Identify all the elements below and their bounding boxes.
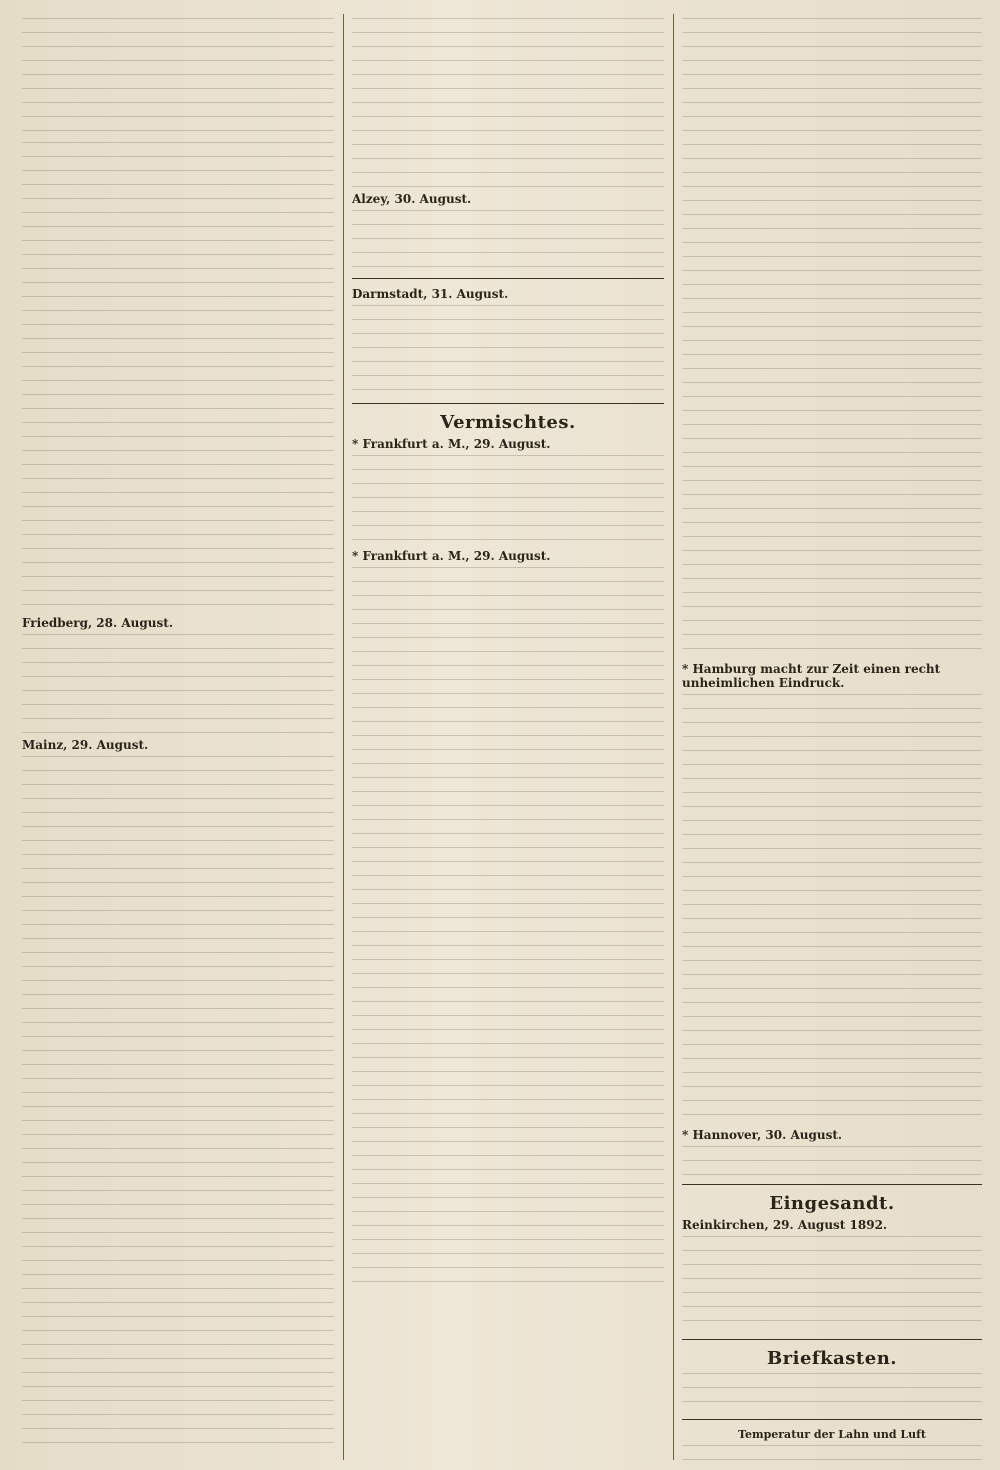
section-title: Briefkasten. — [766, 1348, 898, 1369]
column-3 — [682, 14, 982, 1460]
dateline: Alzey, 30. August. — [352, 192, 472, 206]
temperature-title: Temperatur der Lahn und Luft — [738, 1428, 926, 1441]
dateline: * Hamburg macht zur Zeit einen recht unheimlichen Eindruck. — [682, 662, 941, 690]
divider — [682, 1184, 982, 1185]
text-block — [682, 1445, 982, 1460]
text-block — [682, 1236, 982, 1331]
divider — [352, 403, 664, 404]
column-rule-1 — [343, 14, 344, 1460]
dateline: Darmstadt, 31. August. — [352, 287, 509, 301]
text-block — [682, 694, 982, 1124]
text-block — [22, 142, 334, 612]
text-block — [22, 18, 334, 138]
dateline: Reinkirchen, 29. August 1892. — [682, 1218, 888, 1232]
text-block — [22, 756, 334, 1456]
column-1 — [22, 14, 334, 1460]
text-block — [352, 210, 664, 270]
text-block — [352, 567, 664, 1287]
column-rule-2 — [673, 14, 674, 1460]
dateline: * Frankfurt a. M., 29. August. — [352, 437, 551, 451]
divider — [682, 1339, 982, 1340]
dateline: Friedberg, 28. August. — [22, 616, 173, 630]
dateline: * Hannover, 30. August. — [682, 1128, 843, 1142]
divider — [352, 278, 664, 279]
dateline: * Frankfurt a. M., 29. August. — [352, 549, 551, 563]
text-block — [352, 305, 664, 395]
text-block — [682, 1373, 982, 1413]
text-block — [682, 18, 982, 658]
section-title: Vermischtes. — [440, 412, 576, 433]
text-block — [682, 1146, 982, 1176]
temperature-box — [682, 1419, 982, 1460]
section-title: Eingesandt. — [769, 1193, 895, 1214]
dateline: Mainz, 29. August. — [22, 738, 149, 752]
text-block — [352, 18, 664, 188]
column-2 — [352, 14, 664, 1460]
text-block — [352, 455, 664, 545]
text-block — [22, 634, 334, 734]
